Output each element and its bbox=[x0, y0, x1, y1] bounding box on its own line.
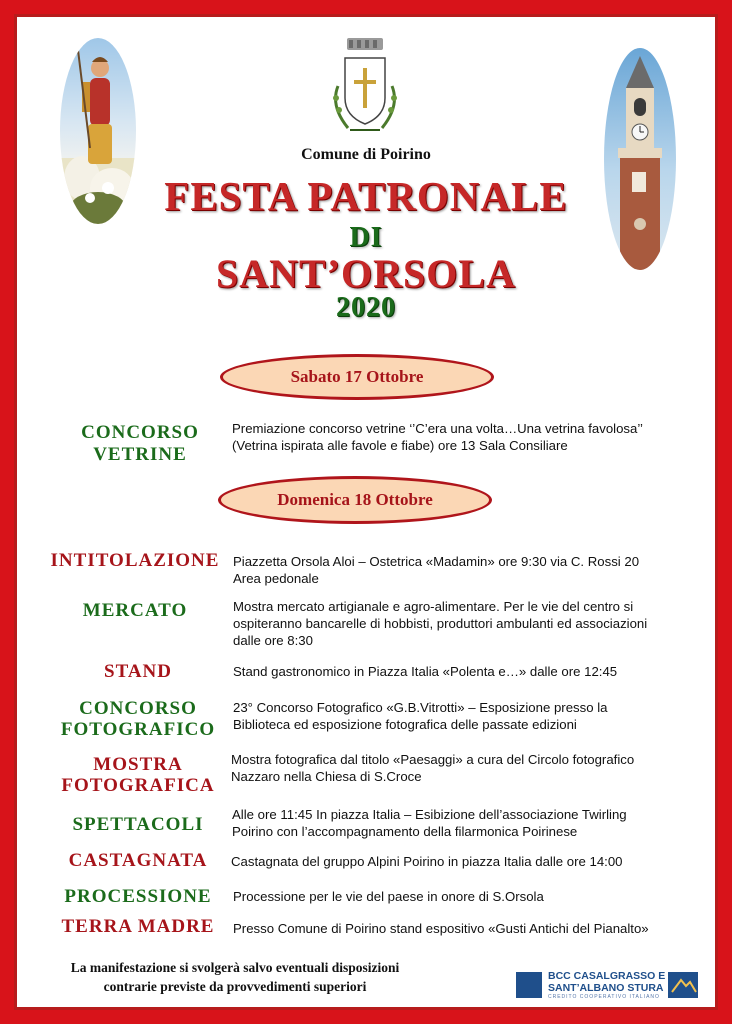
event-desc-line: 23° Concorso Fotografico «G.B.Vitrotti» – Esposizione presso la bbox=[233, 700, 608, 715]
event-desc-line: ospiteranno bancarelle di hobbisti, produttori ambulanti ed associazioni bbox=[233, 616, 648, 631]
sponsor-logo-bcc bbox=[516, 966, 700, 1004]
event-name-concorso-vetrine bbox=[50, 422, 230, 466]
comune-name: Comune di Poirino bbox=[301, 146, 431, 163]
event-name-line: MOSTRA bbox=[93, 754, 183, 775]
sponsor-subtitle: CREDITO COOPERATIVO ITALIANO bbox=[548, 994, 660, 1000]
event-name-line: CONCORSO bbox=[79, 698, 197, 719]
title-year: 2020 bbox=[336, 292, 396, 323]
event-desc-line: Piazzetta Orsola Aloi – Ostetrica «Madamin» ore 9:30 via C. Rossi 20 bbox=[233, 554, 640, 569]
footer-disclaimer bbox=[30, 958, 440, 996]
event-desc-intitolazione bbox=[233, 553, 703, 587]
event-name-intitolazione: INTITOLAZIONE bbox=[50, 550, 220, 571]
event-desc-terra-madre bbox=[233, 920, 703, 937]
event-desc-stand bbox=[233, 663, 703, 680]
event-name-mostra-fotografica bbox=[40, 754, 236, 796]
event-desc-spettacoli bbox=[232, 806, 702, 840]
event-name-stand: STAND bbox=[104, 661, 172, 682]
title-di: DI bbox=[349, 222, 383, 253]
bcc-logo-icon bbox=[516, 972, 542, 998]
municipal-crest-icon bbox=[320, 36, 410, 140]
event-desc-concorso-vetrine bbox=[232, 420, 702, 454]
event-desc-concorso-fotografico bbox=[233, 699, 703, 733]
event-name-concorso-fotografico bbox=[40, 698, 236, 740]
event-desc-line: dalle ore 8:30 bbox=[233, 633, 313, 648]
mountain-logo-icon bbox=[668, 972, 698, 998]
coat-of-arms bbox=[320, 36, 410, 140]
event-name-spettacoli: SPETTACOLI bbox=[72, 814, 204, 835]
event-desc-mostra-fotografica bbox=[231, 751, 701, 785]
event-name-line: VETRINE bbox=[93, 444, 187, 465]
event-desc-castagnata bbox=[231, 853, 701, 870]
event-name-castagnata: CASTAGNATA bbox=[68, 850, 208, 871]
sponsor-name bbox=[548, 970, 668, 994]
event-desc-line: Castagnata del gruppo Alpini Poirino in piazza Italia dalle ore 14:00 bbox=[231, 854, 623, 869]
event-name-line: CONCORSO bbox=[81, 422, 199, 443]
event-desc-line: (Vetrina ispirata alle favole e fiabe) ore 13 Sala Consiliare bbox=[232, 438, 568, 453]
event-desc-line: Mostra mercato artigianale e agro-alimentare. Per le vie del centro si bbox=[233, 599, 634, 614]
event-name-mercato: MERCATO bbox=[82, 600, 188, 621]
event-desc-line: Presso Comune di Poirino stand espositivo «Gusti Antichi del Pianalto» bbox=[233, 921, 649, 936]
event-desc-line: Poirino con l’accompagnamento della filarmonica Poirinese bbox=[232, 824, 578, 839]
footer-disclaimer-line: La manifestazione si svolgerà salvo eventuali disposizioni bbox=[70, 960, 400, 975]
event-desc-line: Area pedonale bbox=[233, 571, 319, 586]
event-desc-line: Premiazione concorso vetrine ‘’C’era una volta…Una vetrina favolosa’’ bbox=[232, 421, 643, 436]
event-desc-processione bbox=[233, 888, 703, 905]
title-festa-patronale: FESTA PATRONALE bbox=[164, 173, 568, 219]
event-desc-line: Biblioteca ed esposizione fotografica delle passate edizioni bbox=[233, 717, 577, 732]
day-saturday-label: Sabato 17 Ottobre bbox=[220, 354, 494, 400]
event-name-line: FOTOGRAFICO bbox=[60, 719, 216, 740]
event-name-line: FOTOGRAFICA bbox=[61, 775, 215, 796]
footer-disclaimer-line: contrarie previste da provvedimenti superiori bbox=[103, 979, 367, 994]
event-name-terra-madre: TERRA MADRE bbox=[61, 916, 215, 937]
event-name-processione: PROCESSIONE bbox=[64, 886, 212, 907]
event-desc-mercato bbox=[233, 598, 703, 649]
event-desc-line: Alle ore 11:45 In piazza Italia – Esibizione dell’associazione Twirling bbox=[232, 807, 627, 822]
sponsor-name-line: BCC CASALGRASSO E bbox=[548, 970, 666, 982]
day-sunday-label: Domenica 18 Ottobre bbox=[218, 476, 492, 524]
event-desc-line: Mostra fotografica dal titolo «Paesaggi» a cura del Circolo fotografico bbox=[231, 752, 635, 767]
event-desc-line: Processione per le vie del paese in onore di S.Orsola bbox=[233, 889, 544, 904]
sponsor-name-line: SANT’ALBANO STURA bbox=[548, 982, 664, 994]
event-desc-line: Stand gastronomico in Piazza Italia «Polenta e…» dalle ore 12:45 bbox=[233, 664, 618, 679]
event-desc-line: Nazzaro nella Chiesa di S.Croce bbox=[231, 769, 422, 784]
title-sant-orsola: SANT’ORSOLA bbox=[216, 251, 516, 296]
